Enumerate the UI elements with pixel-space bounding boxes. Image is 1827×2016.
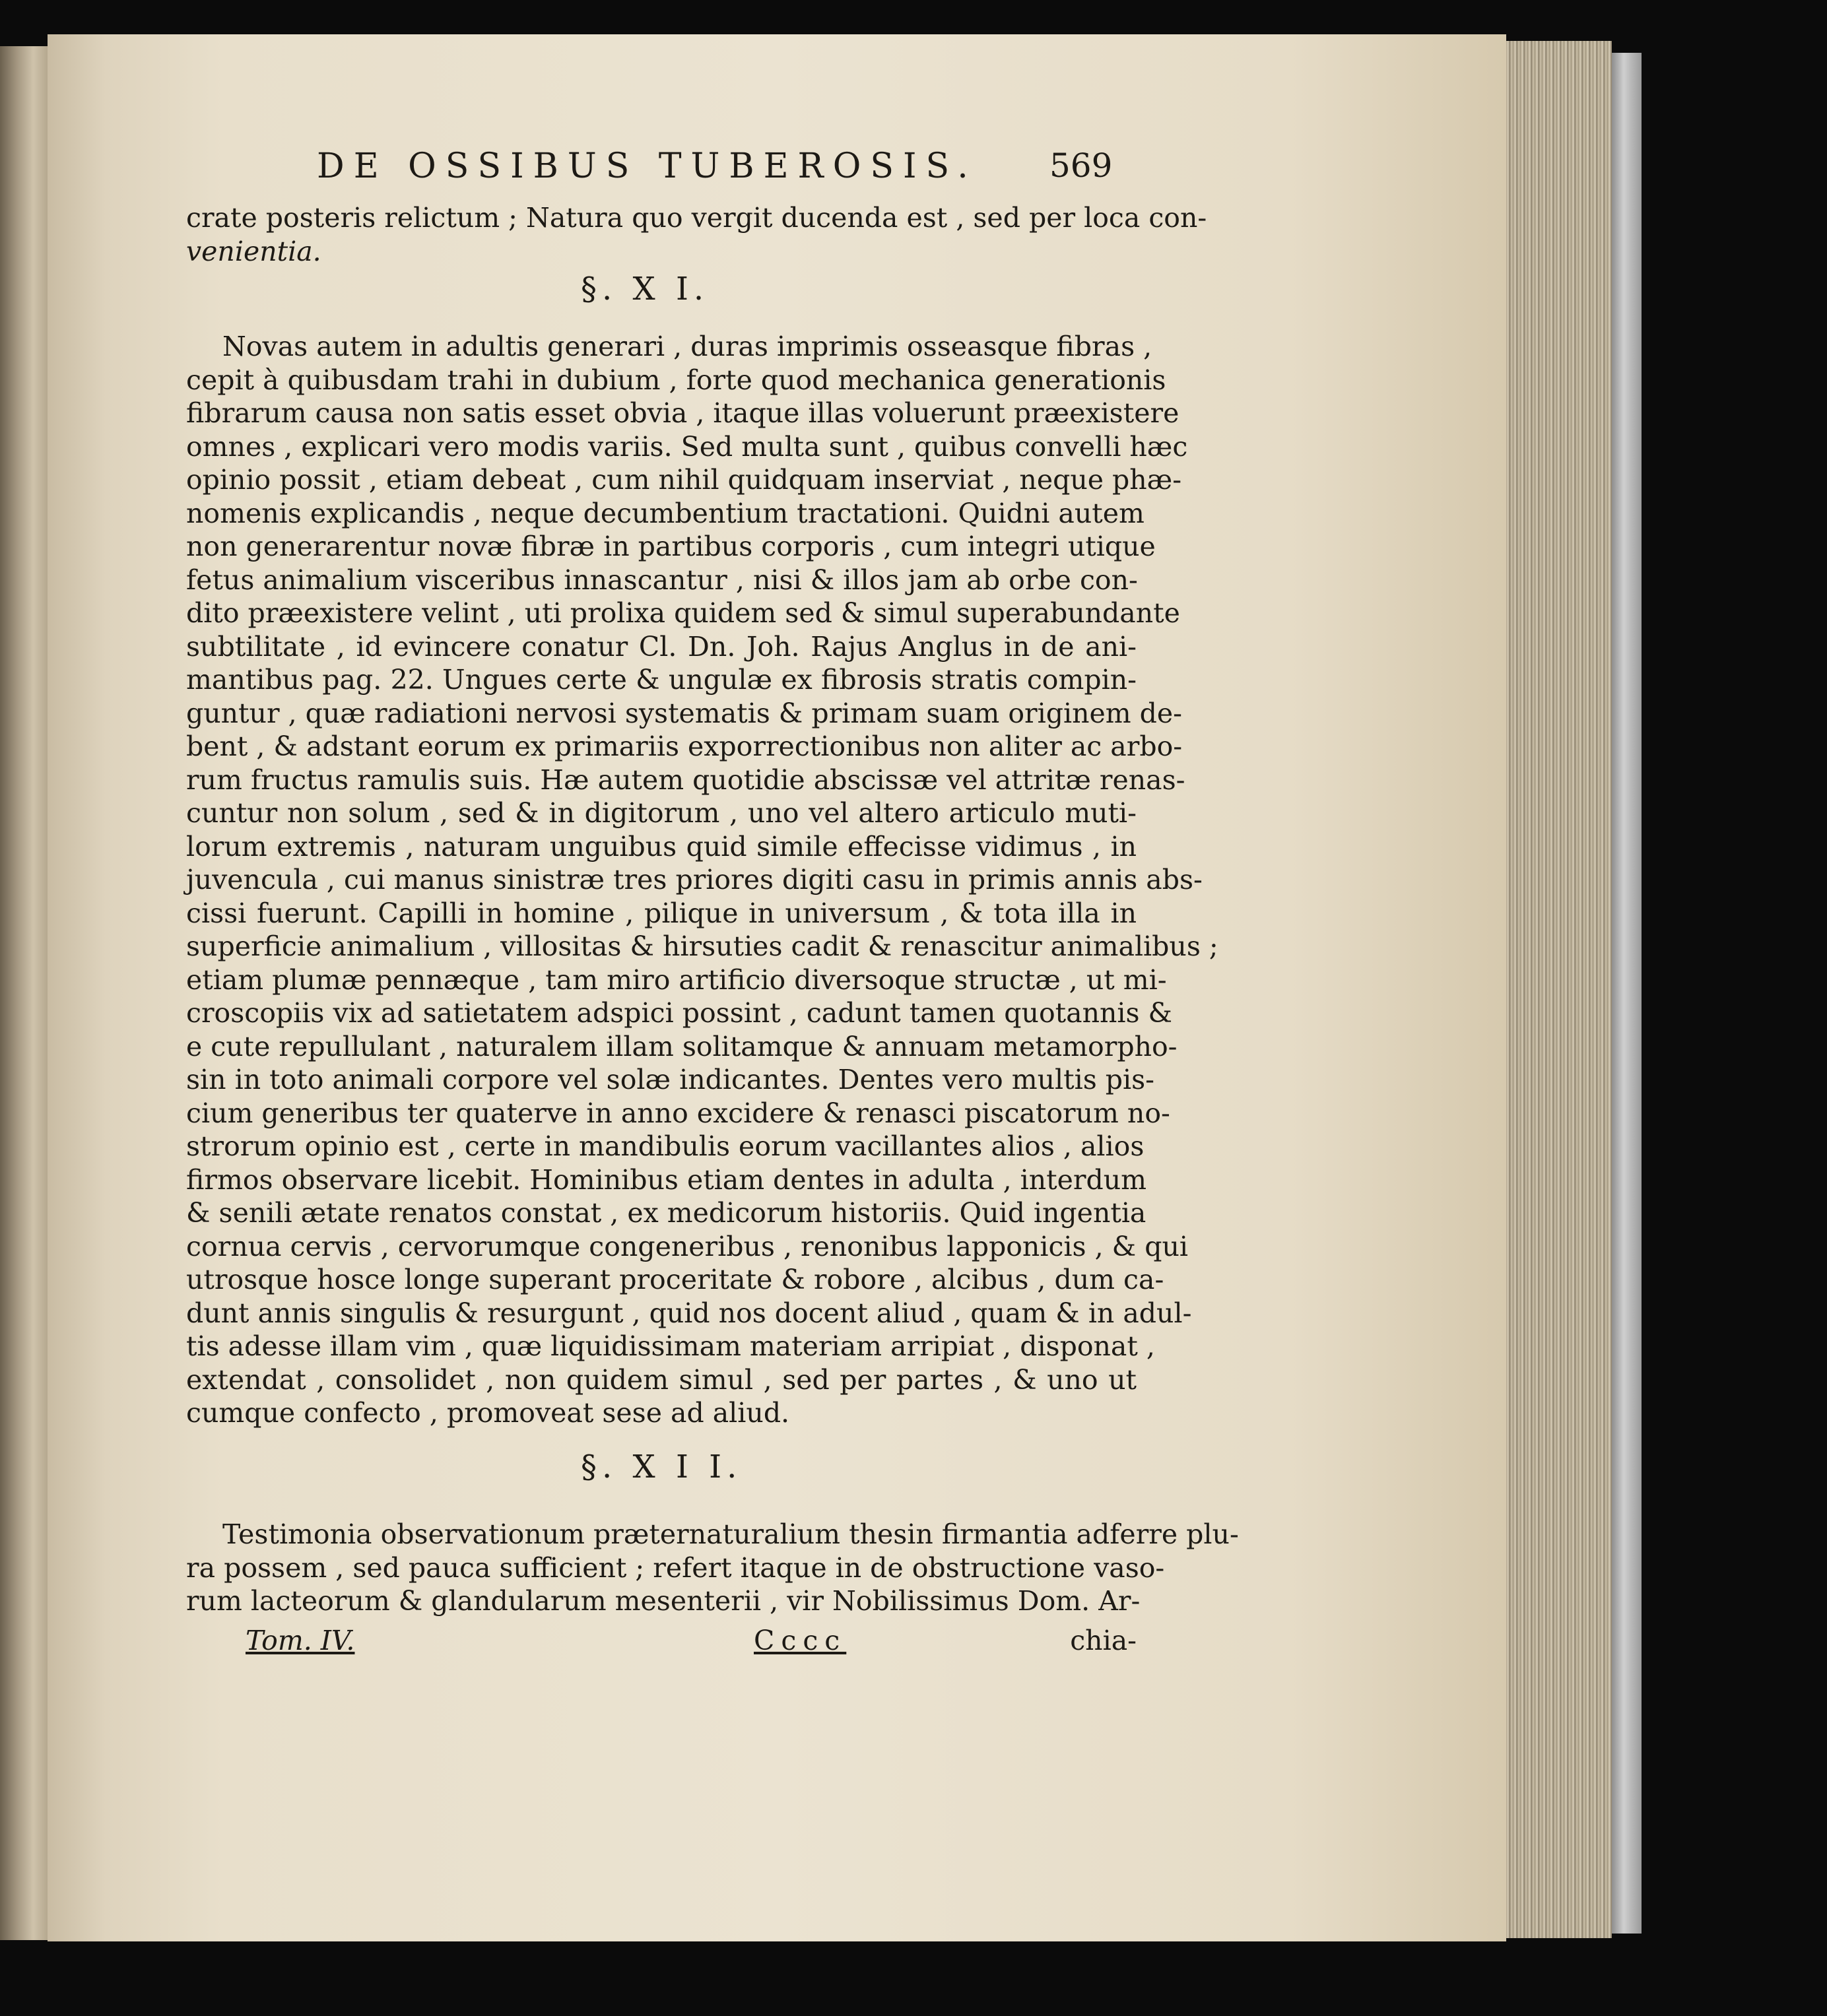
text-line: Novas autem in adultis generari , duras imprimis osseasque fibras ,	[222, 331, 1152, 362]
text-line: rum fructus ramulis suis. Hæ autem quotidie abscissæ vel attritæ renas-	[186, 764, 1185, 796]
text-line: fetus animalium visceribus innascantur , nisi & illos jam ab orbe con-	[186, 564, 1138, 596]
text-line: non generarentur novæ fibræ in partibus corporis , cum integri utique	[186, 531, 1156, 562]
cover-edge	[1612, 53, 1642, 1934]
paragraph-2	[186, 1518, 1239, 1618]
text-line: cium generibus ter quaterve in anno excidere & renasci piscatorum no-	[186, 1097, 1170, 1129]
intro-text	[186, 201, 1207, 268]
text-line: bent , & adstant eorum ex primariis exporrectionibus non aliter ac arbo-	[186, 731, 1183, 762]
text-line: extendat , consolidet , non quidem simul , sed per partes , & uno ut	[186, 1363, 1137, 1396]
text-line: utrosque hosce longe superant proceritate & robore , alcibus , dum ca-	[186, 1264, 1164, 1295]
text-line: juvencula , cui manus sinistræ tres priores digiti casu in primis annis abs-	[186, 864, 1203, 895]
text-line: mantibus pag. 22. Ungues certe & ungulæ ex fibrosis stratis compin-	[186, 664, 1137, 696]
catchword: chia-	[1070, 1625, 1137, 1656]
text-line: opinio possit , etiam debeat , cum nihil quidquam inserviat , neque phæ-	[186, 464, 1182, 496]
intro-line: crate posteris relictum ; Natura quo vergit ducenda est , sed per loca con-	[186, 202, 1207, 234]
section-title-12: §. X I I.	[581, 1448, 743, 1485]
section-title-11: §. X I.	[581, 271, 710, 308]
text-line: firmos observare licebit. Hominibus etiam dentes in adulta , interdum	[186, 1163, 1147, 1196]
text-line: omnes , explicari vero modis variis. Sed multa sunt , quibus convelli hæc	[186, 430, 1188, 463]
text-line: lorum extremis , naturam unguibus quid simile effecisse vidimus , in	[186, 830, 1137, 862]
text-line: rum lacteorum & glandularum mesenterii , vir Nobilissimus Dom. Ar-	[186, 1585, 1141, 1617]
text-line: strorum opinio est , certe in mandibulis eorum vacillantes alios , alios	[186, 1130, 1145, 1162]
text-line: fibrarum causa non satis esset obvia , itaque illas voluerunt præexistere	[186, 397, 1179, 429]
text-line: cissi fuerunt. Capilli in homine , pilique in universum , & tota illa in	[186, 897, 1137, 929]
text-line: cepit à quibusdam trahi in dubium , forte quod mechanica generationis	[186, 364, 1166, 396]
text-line: subtilitate , id evincere conatur Cl. Dn. Joh. Rajus Anglus in de ani-	[186, 630, 1137, 663]
text-line: e cute repullulant , naturalem illam solitamque & annuam metamorpho-	[186, 1030, 1178, 1062]
page-fore-edge	[1506, 41, 1612, 1938]
text-line: & senili ætate renatos constat , ex medicorum historiis. Quid ingentia	[186, 1197, 1146, 1229]
text-line: cornua cervis , cervorumque congeneribus , renonibus lapponicis , & qui	[186, 1230, 1188, 1262]
volume-mark: Tom. IV.	[246, 1625, 355, 1656]
text-line: dunt annis singulis & resurgunt , quid nos docent aliud , quam & in adul-	[186, 1297, 1192, 1329]
left-page-edge	[0, 46, 48, 1940]
text-line: dito præexistere velint , uti prolixa quidem sed & simul superabundante	[186, 597, 1180, 629]
text-line: ra possem , sed pauca sufficient ; refert itaque in de obstructione vaso-	[186, 1551, 1165, 1584]
text-line: superficie animalium , villositas & hirsuties cadit & renascitur animalibus ;	[186, 930, 1218, 962]
text-line: tis adesse illam vim , quæ liquidissimam materiam arripiat , disponat ,	[186, 1330, 1155, 1362]
text-line: Testimonia observationum præternaturalium thesin firmantia adferre plu-	[222, 1518, 1239, 1550]
text-line: cuntur non solum , sed & in digitorum , uno vel altero articulo muti-	[186, 797, 1137, 829]
running-title: DE OSSIBUS TUBEROSIS.	[317, 146, 978, 186]
text-line: croscopiis vix ad satietatem adspici possint , cadunt tamen quotannis &	[186, 997, 1173, 1029]
intro-line: venientia.	[186, 235, 321, 267]
page-footer	[186, 1625, 1137, 1662]
signature-mark: Cccc	[754, 1625, 847, 1656]
page-number: 569	[1049, 146, 1113, 185]
text-line: guntur , quæ radiationi nervosi systematis & primam suam originem de-	[186, 697, 1183, 729]
text-line: cumque confecto , promoveat sese ad aliud.	[186, 1397, 790, 1429]
text-line: sin in toto animali corpore vel solæ indicantes. Dentes vero multis pis-	[186, 1064, 1155, 1095]
paragraph-1	[186, 330, 1218, 1430]
text-line: etiam plumæ pennæque , tam miro artificio diversoque structæ , ut mi-	[186, 963, 1167, 996]
text-line: nomenis explicandis , neque decumbentium tractationi. Quidni autem	[186, 497, 1145, 529]
